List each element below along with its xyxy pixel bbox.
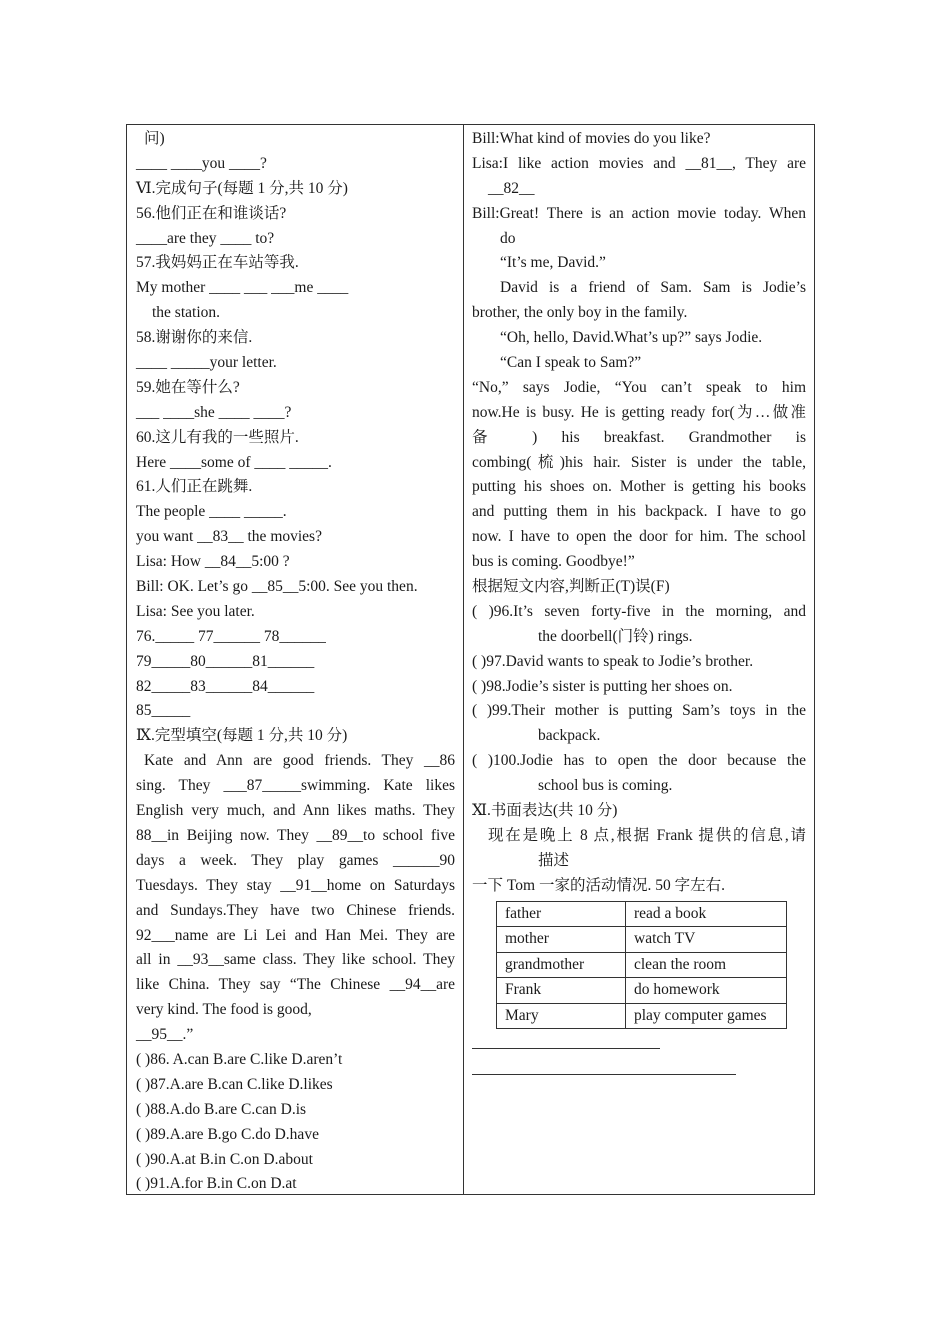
- text-line: ( )97.David wants to speak to Jodie’s brother.: [472, 652, 754, 670]
- text-line: now. I have to open the door for him. The school: [472, 528, 806, 546]
- text-line: 59.她在等什么?: [136, 378, 240, 396]
- activity-cell: play computer games: [626, 1003, 787, 1029]
- text-line: Lisa: See you later.: [136, 602, 255, 620]
- text-line: 58.谢谢你的来信.: [136, 329, 253, 347]
- text-line: 79_____80______81______: [136, 652, 315, 670]
- text-line: Ⅵ.完成句子(每题 1 分,共 10 分): [136, 179, 348, 197]
- activity-cell: watch TV: [626, 927, 787, 953]
- text-line: 描述: [538, 851, 570, 869]
- family-activity-table: [496, 901, 787, 1030]
- text-line: 82_____83______84______: [136, 677, 315, 695]
- text-line: 根据短文内容,判断正(T)误(F): [472, 578, 670, 596]
- text-line: Lisa: How __84__5:00 ?: [136, 553, 290, 571]
- text-line: Bill:What kind of movies do you like?: [472, 130, 711, 147]
- person-cell: Mary: [497, 1003, 626, 1029]
- text-line: sing. They ___87_____swimming. Kate likes: [136, 777, 455, 795]
- text-line: school bus is coming.: [538, 777, 673, 795]
- text-line: David is a friend of Sam. Sam is Jodie’s: [500, 279, 806, 297]
- person-cell: father: [497, 901, 626, 927]
- text-line: like China. They say “The Chinese __94__are: [136, 976, 455, 994]
- text-line: “It’s me, David.”: [500, 254, 606, 272]
- text-line: Bill:Great! There is an action movie today. When: [472, 204, 806, 222]
- person-cell: grandmother: [497, 952, 626, 978]
- person-cell: Frank: [497, 978, 626, 1004]
- text-line: combing(梳)his hair. Sister is under the table,: [472, 453, 806, 471]
- text-line: ( )90.A.at B.in C.on D.about: [136, 1150, 313, 1168]
- text-line: the station.: [152, 304, 221, 322]
- table-row: [497, 952, 787, 978]
- text-line: 88__in Beijing now. They __89__to school five: [136, 826, 455, 844]
- text-line: days a week. They play games ______90: [136, 851, 455, 869]
- text-line: brother, the only boy in the family.: [472, 304, 688, 322]
- text-line: all in __93__same class. They like school. They: [136, 951, 455, 969]
- text-line: do: [500, 229, 516, 247]
- activity-cell: clean the room: [626, 952, 787, 978]
- worksheet-frame: [126, 124, 815, 1195]
- text-line: Here ____some of ____ _____.: [136, 453, 332, 471]
- text-line: ____are they ____ to?: [136, 229, 275, 247]
- text-line: 92___name are Li Lei and Han Mei. They are: [136, 926, 455, 944]
- right-column-lines: [472, 127, 806, 899]
- text-line: now.He is busy. He is getting ready for(为…做准: [472, 403, 806, 421]
- text-line: ( )98.Jodie’s sister is putting her shoes on.: [472, 677, 733, 695]
- text-line: Ⅸ.完型填空(每题 1 分,共 10 分): [136, 727, 348, 745]
- text-line: bus is coming. Goodbye!”: [472, 553, 635, 571]
- text-line: ( )99.Their mother is putting Sam’s toys in the: [472, 702, 806, 720]
- writing-line: [472, 1047, 660, 1049]
- text-line: ( )100.Jodie has to open the door because the: [472, 752, 806, 770]
- text-line: 现在是晚上 8 点,根据 Frank 提供的信息,请: [488, 826, 806, 844]
- text-line: ( )86. A.can B.are C.like D.aren’t: [136, 1050, 343, 1068]
- text-line: backpack.: [538, 727, 601, 745]
- column-divider: [463, 125, 464, 1194]
- text-line: “No,” says Jodie, “You can’t speak to him: [472, 378, 806, 396]
- text-line: 60.这儿有我的一些照片.: [136, 428, 299, 446]
- text-line: 76._____ 77______ 78______: [136, 627, 326, 645]
- text-line: My mother ____ ___ ___me ____: [136, 279, 349, 297]
- activity-cell: read a book: [626, 901, 787, 927]
- text-line: __95__.”: [136, 1026, 194, 1044]
- right-column: [472, 127, 806, 1075]
- text-line: 61.人们正在跳舞.: [136, 478, 253, 496]
- text-line: __82__: [488, 179, 535, 197]
- text-line: 备 ) his breakfast. Grandmother is: [472, 428, 806, 446]
- text-line: Lisa:I like action movies and __81__, They are: [472, 154, 806, 172]
- text-line: ____ ____you ____?: [136, 154, 267, 172]
- text-line: and putting them in his backpack. I have to go: [472, 503, 806, 521]
- writing-line: [472, 1073, 736, 1075]
- text-line: ( )88.A.do B.are C.can D.is: [136, 1100, 307, 1118]
- text-line: very kind. The food is good,: [136, 1001, 312, 1019]
- table-row: [497, 927, 787, 953]
- text-line: ____ _____your letter.: [136, 354, 277, 372]
- text-line: ( )91.A.for B.in C.on D.at: [136, 1175, 297, 1193]
- text-line: and Sundays.They have two Chinese friends.: [136, 901, 455, 919]
- text-line: putting his shoes on. Mother is getting his books: [472, 478, 806, 496]
- table-row: [497, 1003, 787, 1029]
- text-line: Kate and Ann are good friends. They __86: [144, 752, 455, 770]
- text-line: the doorbell(门铃) rings.: [538, 627, 693, 645]
- text-line: ( )96.It’s seven forty-five in the morning, and: [472, 602, 806, 620]
- text-line: 85_____: [136, 702, 191, 720]
- text-line: Tuesdays. They stay __91__home on Saturdays: [136, 876, 455, 894]
- activity-cell: do homework: [626, 978, 787, 1004]
- text-line: 问): [144, 130, 165, 147]
- text-line: Bill: OK. Let’s go __85__5:00. See you then.: [136, 578, 418, 596]
- text-line: ( )87.A.are B.can C.like D.likes: [136, 1075, 333, 1093]
- text-line: English very much, and Ann likes maths. They: [136, 802, 455, 820]
- text-line: ___ ____she ____ ____?: [136, 403, 292, 421]
- left-column: [136, 127, 455, 1197]
- text-line: “Can I speak to Sam?”: [500, 354, 642, 372]
- text-line: ( )89.A.are B.go C.do D.have: [136, 1125, 319, 1143]
- person-cell: mother: [497, 927, 626, 953]
- text-line: The people ____ _____.: [136, 503, 287, 521]
- table-row: [497, 978, 787, 1004]
- text-line: “Oh, hello, David.What’s up?” says Jodie.: [500, 329, 763, 347]
- text-line: you want __83__ the movies?: [136, 528, 322, 546]
- table-row: [497, 901, 787, 927]
- text-line: Ⅺ.书面表达(共 10 分): [472, 802, 618, 820]
- text-line: 一下 Tom 一家的活动情况. 50 字左右.: [472, 876, 725, 894]
- text-line: 57.我妈妈正在车站等我.: [136, 254, 299, 272]
- text-line: 56.他们正在和谁谈话?: [136, 204, 287, 222]
